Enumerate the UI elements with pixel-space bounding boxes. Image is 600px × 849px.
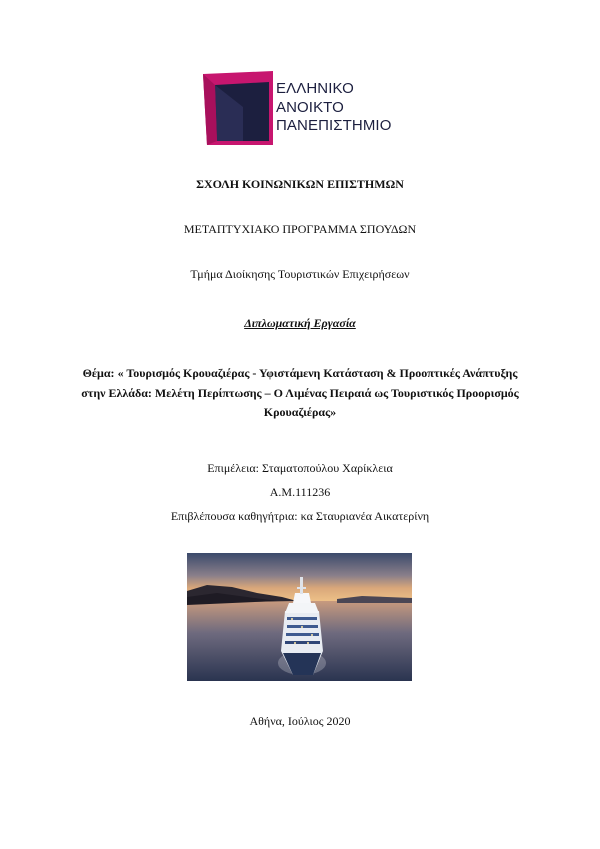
university-logo — [203, 71, 403, 145]
cruise-ship-image — [187, 553, 412, 681]
logo-line-3: ΠΑΝΕΠΙΣΤΗΜΙΟ — [276, 117, 392, 134]
subject-label: Θέμα: — [82, 366, 115, 380]
subject-line-2: στην Ελλάδα: Μελέτη Περίπτωσης – Ο Λιμένας Πειραιά ως Τουριστικός Προορισμός — [81, 385, 519, 400]
supervisor: Επιβλέπουσα καθηγήτρια: κα Σταυριανέα Αικατερίνη — [170, 509, 430, 523]
subject-line-1 — [60, 364, 540, 384]
program-name: ΜΕΤΑΠΤΥΧΙΑΚΟ ΠΡΟΓΡΑΜΜΑ ΣΠΟΥΔΩΝ — [183, 222, 417, 236]
author: Επιμέλεια: Σταματοπούλου Χαρίκλεια — [207, 461, 393, 475]
logo-line-1: ΕΛΛΗΝΙΚΟ — [276, 80, 354, 97]
student-id: Α.Μ.111236 — [269, 485, 331, 499]
university-name — [276, 80, 391, 136]
date-place: Αθήνα, Ιούλιος 2020 — [249, 714, 351, 728]
logo-line-2: ΑΝΟΙΚΤΟ — [276, 98, 344, 116]
subject-line-3: Κρουαζιέρας» — [263, 405, 337, 419]
school-name: ΣΧΟΛΗ ΚΟΙΝΩΝΙΚΩΝ ΕΠΙΣΤΗΜΩΝ — [196, 177, 404, 191]
thesis-subject — [60, 364, 540, 423]
department-name: Τμήμα Διοίκησης Τουριστικών Επιχειρήσεων — [190, 267, 410, 281]
cruise-ship-photo — [187, 553, 412, 681]
subject-line-1-text: « Τουρισμός Κρουαζιέρας - Υφιστάμενη Κατάσταση & Προοπτικές Ανάπτυξης — [117, 366, 518, 380]
thesis-type: Διπλωματική Εργασία — [244, 316, 356, 330]
university-logo-icon — [203, 71, 273, 145]
